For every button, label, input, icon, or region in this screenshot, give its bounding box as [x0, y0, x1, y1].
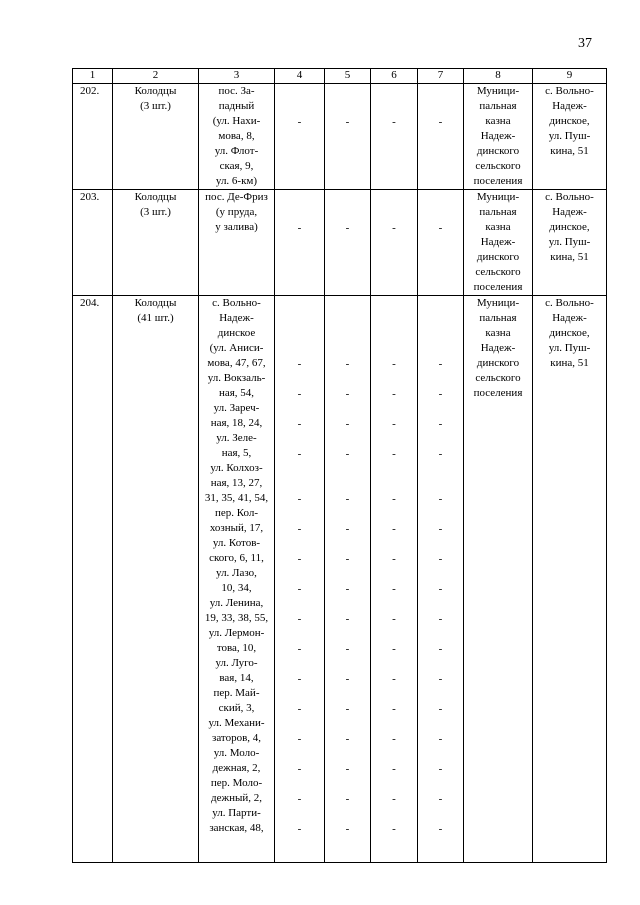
object-name-line: (3 шт.)	[140, 206, 171, 218]
object-location-line: вая, 14,	[219, 672, 254, 684]
dash-mark: -	[345, 553, 350, 565]
dash-mark: -	[438, 793, 443, 805]
col4-cell	[275, 84, 325, 190]
object-location-line: мова, 8,	[218, 130, 255, 142]
dash-mark: -	[392, 763, 396, 775]
dash-mark: -	[392, 358, 396, 370]
dash-mark: -	[345, 583, 350, 595]
object-location-line: ул. Зареч-	[213, 402, 260, 414]
dash-mark: -	[438, 823, 443, 835]
row-number: 202.	[73, 84, 113, 190]
object-name-line: Колодцы	[134, 191, 177, 203]
column-header-4: 4	[275, 69, 325, 84]
dash-mark: -	[345, 793, 350, 805]
owner	[464, 84, 533, 190]
owner-address	[533, 190, 607, 296]
object-name-line: Колодцы	[134, 85, 177, 97]
object-location-line: пер. Май-	[213, 687, 260, 699]
object-location-line: дежный, 2,	[211, 792, 262, 804]
dash-mark: -	[392, 116, 396, 128]
col5-cell	[325, 84, 371, 190]
dash-mark: -	[297, 643, 302, 655]
owner-address-line: с. Вольно-	[545, 191, 594, 203]
dash-mark: -	[392, 553, 396, 565]
dash-mark: -	[438, 673, 443, 685]
column-header-2: 2	[113, 69, 199, 84]
col7-cell	[418, 296, 464, 863]
object-location-line: ул. Зеле-	[216, 432, 257, 444]
page-number: 37	[578, 36, 592, 51]
owner-line: динского	[476, 251, 520, 263]
dash-mark: -	[297, 613, 302, 625]
owner-address-line: кина, 51	[550, 145, 589, 157]
dash-mark: -	[297, 823, 302, 835]
object-location-line: занская, 48,	[209, 822, 264, 834]
dash-mark: -	[297, 388, 302, 400]
object-name	[113, 190, 199, 296]
owner-address-line: с. Вольно-	[545, 297, 594, 309]
object-location-line: ул. Ленина,	[209, 597, 264, 609]
owner-line: казна	[485, 221, 511, 233]
dash-mark: -	[438, 358, 443, 370]
col6-cell	[371, 84, 418, 190]
dash-mark: -	[345, 523, 350, 535]
owner-address-line: Надеж-	[552, 100, 587, 112]
object-location-line: 10, 34,	[221, 582, 252, 594]
dash-mark: -	[345, 823, 350, 835]
col5-cell	[325, 296, 371, 863]
object-location-line: пос. За-	[218, 85, 255, 97]
register-table	[72, 68, 607, 863]
owner-line: поселения	[473, 387, 523, 399]
owner-address-line: ул. Пуш-	[548, 130, 591, 142]
object-location-line: ная, 54,	[218, 387, 255, 399]
dash-mark: -	[297, 553, 302, 565]
object-location-line: ского, 6, 11,	[209, 552, 264, 564]
owner-line: пальная	[479, 206, 517, 218]
dash-mark: -	[297, 448, 302, 460]
owner-address-line: Надеж-	[552, 312, 587, 324]
dash-mark: -	[438, 583, 443, 595]
object-location	[199, 296, 275, 863]
column-header-8: 8	[464, 69, 533, 84]
dash-mark: -	[297, 703, 302, 715]
object-location-line: ул. Флот-	[214, 145, 259, 157]
object-location-line: пер. Кол-	[214, 507, 259, 519]
dash-mark: -	[438, 448, 443, 460]
object-location-line: Надеж-	[219, 312, 254, 324]
object-location-line: мова, 47, 67,	[207, 357, 266, 369]
object-location-line: падный	[218, 100, 255, 112]
dash-mark: -	[297, 673, 302, 685]
dash-mark: -	[345, 763, 350, 775]
dash-mark: -	[438, 733, 443, 745]
dash-mark: -	[297, 116, 302, 128]
owner-line: Надеж-	[480, 130, 516, 142]
col7-cell	[418, 84, 464, 190]
row-number: 203.	[73, 190, 113, 296]
object-location-line: ул. Луго-	[215, 657, 258, 669]
object-location-line: ул. Котов-	[212, 537, 261, 549]
dash-mark: -	[392, 733, 396, 745]
object-location-line: ская, 9,	[219, 160, 254, 172]
dash-mark: -	[438, 222, 443, 234]
dash-mark: -	[297, 418, 302, 430]
dash-mark: -	[392, 643, 396, 655]
object-location-line: хозный, 17,	[209, 522, 264, 534]
owner-line: Муници-	[476, 85, 520, 97]
owner-line: Муници-	[476, 191, 520, 203]
owner-address-line: кина, 51	[550, 251, 589, 263]
column-header-6: 6	[371, 69, 418, 84]
dash-mark: -	[392, 673, 396, 685]
column-header-5: 5	[325, 69, 371, 84]
owner-line: сельского	[475, 160, 521, 172]
column-number-row	[73, 69, 607, 84]
object-location-line: (у пруда,	[215, 206, 258, 218]
owner-line: поселения	[473, 281, 523, 293]
dash-mark: -	[392, 448, 396, 460]
dash-mark: -	[438, 523, 443, 535]
object-location-line: ский, 3,	[218, 702, 255, 714]
dash-mark: -	[392, 823, 396, 835]
object-location-line: 19, 33, 38, 55,	[204, 612, 269, 624]
owner-line: казна	[485, 115, 511, 127]
owner-address-line: Надеж-	[552, 206, 587, 218]
owner-line: Надеж-	[480, 342, 516, 354]
object-location	[199, 190, 275, 296]
dash-mark: -	[392, 523, 396, 535]
col5-cell	[325, 190, 371, 296]
dash-mark: -	[297, 222, 302, 234]
object-location-line: пос. Де-Фриз	[205, 191, 268, 203]
dash-mark: -	[392, 703, 396, 715]
object-location	[199, 84, 275, 190]
dash-mark: -	[345, 418, 350, 430]
column-header-3: 3	[199, 69, 275, 84]
owner-address-line: ул. Пуш-	[548, 342, 591, 354]
owner-address-line: динское,	[549, 115, 590, 127]
owner-address-line: ул. Пуш-	[548, 236, 591, 248]
col4-cell	[275, 190, 325, 296]
object-location-line: динское	[217, 327, 256, 339]
owner-line: сельского	[475, 266, 521, 278]
row-number: 204.	[73, 296, 113, 863]
dash-mark: -	[392, 418, 396, 430]
object-location-line: ул. Вокзаль-	[207, 372, 266, 384]
object-location-line: ул. Парти-	[212, 807, 261, 819]
object-name-line: (41 шт.)	[137, 312, 174, 324]
object-location-line: пер. Моло-	[210, 777, 263, 789]
dash-mark: -	[345, 733, 350, 745]
dash-mark: -	[392, 388, 396, 400]
dash-mark: -	[392, 493, 396, 505]
col7-cell	[418, 190, 464, 296]
object-location-line: ул. Лермон-	[208, 627, 265, 639]
table-row	[73, 84, 607, 190]
owner	[464, 296, 533, 863]
object-location-line: ная, 13, 27,	[210, 477, 263, 489]
dash-mark: -	[438, 388, 443, 400]
dash-mark: -	[392, 793, 396, 805]
dash-mark: -	[345, 643, 350, 655]
dash-mark: -	[345, 388, 350, 400]
owner-line: динского	[476, 145, 520, 157]
owner-line: поселения	[473, 175, 523, 187]
owner-line: Надеж-	[480, 236, 516, 248]
object-location-line: 31, 35, 41, 54,	[204, 492, 269, 504]
object-name	[113, 84, 199, 190]
dash-mark: -	[297, 583, 302, 595]
dash-mark: -	[392, 583, 396, 595]
owner-line: пальная	[479, 100, 517, 112]
object-name-line: (3 шт.)	[140, 100, 171, 112]
dash-mark: -	[438, 643, 443, 655]
object-location-line: ул. 6-км)	[215, 175, 258, 187]
dash-mark: -	[345, 116, 350, 128]
owner-line: сельского	[475, 372, 521, 384]
dash-mark: -	[438, 493, 443, 505]
dash-mark: -	[297, 793, 302, 805]
col4-cell	[275, 296, 325, 863]
dash-mark: -	[297, 763, 302, 775]
owner-address-line: динское,	[549, 327, 590, 339]
object-location-line: с. Вольно-	[212, 297, 261, 309]
object-location-line: ная, 5,	[221, 447, 252, 459]
object-location-line: ул. Колхоз-	[210, 462, 263, 474]
column-header-7: 7	[418, 69, 464, 84]
dash-mark: -	[345, 222, 350, 234]
object-location-line: (ул. Аниси-	[209, 342, 264, 354]
col6-cell	[371, 190, 418, 296]
dash-mark: -	[345, 493, 350, 505]
dash-mark: -	[345, 448, 350, 460]
object-name-line: Колодцы	[134, 297, 177, 309]
dash-mark: -	[297, 493, 302, 505]
object-location-line: (ул. Нахи-	[212, 115, 261, 127]
dash-mark: -	[345, 673, 350, 685]
object-location-line: заторов, 4,	[211, 732, 262, 744]
object-location-line: ул. Механи-	[208, 717, 265, 729]
owner-line: Муници-	[476, 297, 520, 309]
dash-mark: -	[392, 222, 396, 234]
owner-address	[533, 296, 607, 863]
owner-address-line: кина, 51	[550, 357, 589, 369]
object-location-line: ная, 18, 24,	[210, 417, 263, 429]
column-header-1: 1	[73, 69, 113, 84]
column-header-9: 9	[533, 69, 607, 84]
owner-address-line: с. Вольно-	[545, 85, 594, 97]
dash-mark: -	[297, 523, 302, 535]
object-name	[113, 296, 199, 863]
dash-mark: -	[438, 116, 443, 128]
dash-mark: -	[438, 613, 443, 625]
dash-mark: -	[438, 553, 443, 565]
owner-address-line: динское,	[549, 221, 590, 233]
dash-mark: -	[438, 703, 443, 715]
dash-mark: -	[345, 613, 350, 625]
owner-line: казна	[485, 327, 511, 339]
col6-cell	[371, 296, 418, 863]
object-location-line: ул. Лазо,	[216, 567, 257, 579]
dash-mark: -	[438, 418, 443, 430]
dash-mark: -	[438, 763, 443, 775]
dash-mark: -	[345, 703, 350, 715]
object-location-line: дежная, 2,	[212, 762, 261, 774]
object-location-line: ул. Моло-	[213, 747, 260, 759]
dash-mark: -	[345, 358, 350, 370]
owner	[464, 190, 533, 296]
dash-mark: -	[392, 613, 396, 625]
table-row	[73, 190, 607, 296]
dash-mark: -	[297, 358, 302, 370]
object-location-line: това, 10,	[216, 642, 257, 654]
owner-line: динского	[476, 357, 520, 369]
owner-line: пальная	[479, 312, 517, 324]
table-row	[73, 296, 607, 863]
owner-address	[533, 84, 607, 190]
dash-mark: -	[297, 733, 302, 745]
object-location-line: у залива)	[215, 221, 258, 233]
